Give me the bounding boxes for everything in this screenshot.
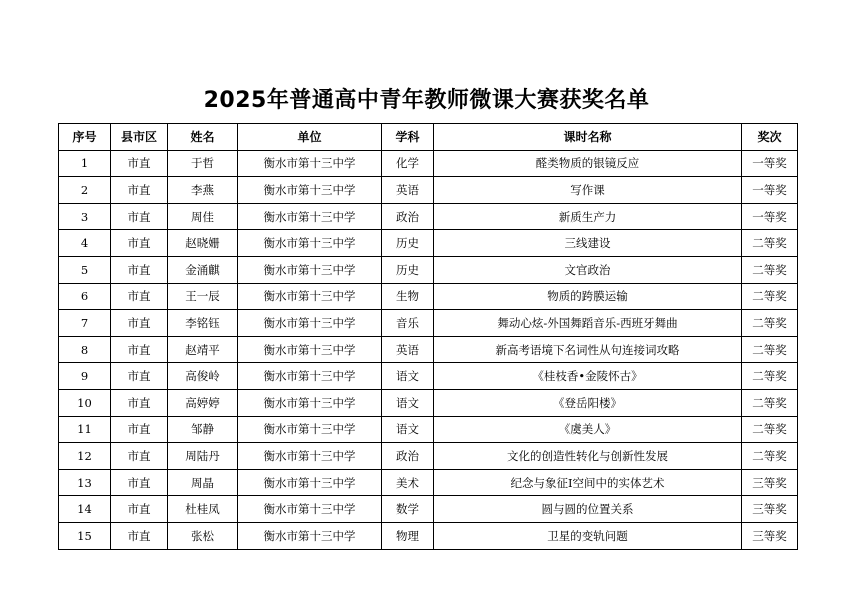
cell-district: 市直	[111, 310, 168, 337]
cell-name: 李燕	[168, 177, 238, 204]
cell-index: 6	[59, 283, 111, 310]
table-row	[59, 256, 798, 283]
header-district: 县市区	[111, 124, 168, 151]
cell-index: 14	[59, 496, 111, 523]
cell-unit: 衡水市第十三中学	[238, 336, 382, 363]
cell-unit: 衡水市第十三中学	[238, 469, 382, 496]
cell-award: 三等奖	[742, 522, 798, 549]
cell-name: 杜桂凤	[168, 496, 238, 523]
cell-unit: 衡水市第十三中学	[238, 522, 382, 549]
cell-unit: 衡水市第十三中学	[238, 496, 382, 523]
cell-unit: 衡水市第十三中学	[238, 283, 382, 310]
cell-index: 2	[59, 177, 111, 204]
cell-index: 3	[59, 203, 111, 230]
cell-district: 市直	[111, 363, 168, 390]
cell-subject: 英语	[382, 177, 434, 204]
cell-lesson-title: 《桂枝香•金陵怀古》	[434, 363, 742, 390]
table-row	[59, 496, 798, 523]
cell-subject: 音乐	[382, 310, 434, 337]
cell-index: 8	[59, 336, 111, 363]
cell-index: 9	[59, 363, 111, 390]
cell-index: 13	[59, 469, 111, 496]
cell-index: 5	[59, 256, 111, 283]
cell-subject: 历史	[382, 256, 434, 283]
cell-district: 市直	[111, 256, 168, 283]
table-row	[59, 443, 798, 470]
header-subject: 学科	[382, 124, 434, 151]
header-name: 姓名	[168, 124, 238, 151]
award-list-table	[58, 123, 798, 550]
table-row	[59, 522, 798, 549]
cell-name: 邹静	[168, 416, 238, 443]
cell-subject: 化学	[382, 150, 434, 177]
cell-lesson-title: 《登岳阳楼》	[434, 389, 742, 416]
cell-name: 张松	[168, 522, 238, 549]
cell-index: 12	[59, 443, 111, 470]
cell-award: 二等奖	[742, 256, 798, 283]
cell-name: 王一辰	[168, 283, 238, 310]
cell-name: 高俊岭	[168, 363, 238, 390]
cell-index: 10	[59, 389, 111, 416]
cell-unit: 衡水市第十三中学	[238, 310, 382, 337]
cell-lesson-title: 卫星的变轨问题	[434, 522, 742, 549]
header-unit: 单位	[238, 124, 382, 151]
cell-unit: 衡水市第十三中学	[238, 177, 382, 204]
table-row	[59, 416, 798, 443]
cell-name: 李铭钰	[168, 310, 238, 337]
cell-subject: 语文	[382, 389, 434, 416]
cell-lesson-title: 新高考语境下名词性从句连接词攻略	[434, 336, 742, 363]
cell-lesson-title: 《虞美人》	[434, 416, 742, 443]
cell-unit: 衡水市第十三中学	[238, 443, 382, 470]
cell-award: 二等奖	[742, 363, 798, 390]
cell-district: 市直	[111, 203, 168, 230]
cell-award: 二等奖	[742, 336, 798, 363]
cell-district: 市直	[111, 496, 168, 523]
cell-district: 市直	[111, 336, 168, 363]
cell-unit: 衡水市第十三中学	[238, 416, 382, 443]
cell-award: 二等奖	[742, 283, 798, 310]
cell-name: 于哲	[168, 150, 238, 177]
cell-award: 二等奖	[742, 443, 798, 470]
cell-index: 7	[59, 310, 111, 337]
header-index: 序号	[59, 124, 111, 151]
cell-award: 二等奖	[742, 310, 798, 337]
header-lesson-title: 课时名称	[434, 124, 742, 151]
cell-district: 市直	[111, 416, 168, 443]
cell-lesson-title: 物质的跨膜运输	[434, 283, 742, 310]
cell-award: 一等奖	[742, 203, 798, 230]
cell-district: 市直	[111, 469, 168, 496]
cell-award: 一等奖	[742, 177, 798, 204]
cell-unit: 衡水市第十三中学	[238, 230, 382, 257]
cell-name: 周晶	[168, 469, 238, 496]
table-row	[59, 230, 798, 257]
cell-name: 周陆丹	[168, 443, 238, 470]
cell-lesson-title: 文官政治	[434, 256, 742, 283]
page-title: 2025年普通高中青年教师微课大赛获奖名单	[203, 88, 650, 113]
table-row	[59, 310, 798, 337]
table-row	[59, 469, 798, 496]
cell-unit: 衡水市第十三中学	[238, 150, 382, 177]
cell-unit: 衡水市第十三中学	[238, 203, 382, 230]
cell-lesson-title: 纪念与象征Ⅰ空间中的实体艺术	[434, 469, 742, 496]
cell-award: 二等奖	[742, 230, 798, 257]
cell-district: 市直	[111, 283, 168, 310]
cell-subject: 美术	[382, 469, 434, 496]
cell-award: 二等奖	[742, 389, 798, 416]
cell-district: 市直	[111, 230, 168, 257]
cell-index: 15	[59, 522, 111, 549]
cell-name: 赵晓姗	[168, 230, 238, 257]
cell-name: 周佳	[168, 203, 238, 230]
cell-subject: 英语	[382, 336, 434, 363]
table-row	[59, 150, 798, 177]
cell-lesson-title: 醛类物质的银镜反应	[434, 150, 742, 177]
table-row	[59, 283, 798, 310]
cell-index: 11	[59, 416, 111, 443]
cell-subject: 语文	[382, 416, 434, 443]
cell-subject: 历史	[382, 230, 434, 257]
cell-award: 三等奖	[742, 469, 798, 496]
cell-unit: 衡水市第十三中学	[238, 363, 382, 390]
table-row	[59, 389, 798, 416]
cell-unit: 衡水市第十三中学	[238, 389, 382, 416]
cell-lesson-title: 文化的创造性转化与创新性发展	[434, 443, 742, 470]
cell-subject: 语文	[382, 363, 434, 390]
table-row	[59, 203, 798, 230]
table-row	[59, 336, 798, 363]
cell-district: 市直	[111, 177, 168, 204]
table-header-row	[59, 124, 798, 151]
cell-district: 市直	[111, 389, 168, 416]
cell-lesson-title: 圆与圆的位置关系	[434, 496, 742, 523]
cell-district: 市直	[111, 150, 168, 177]
cell-unit: 衡水市第十三中学	[238, 256, 382, 283]
cell-award: 一等奖	[742, 150, 798, 177]
cell-name: 金涌麒	[168, 256, 238, 283]
header-award: 奖次	[742, 124, 798, 151]
cell-lesson-title: 写作课	[434, 177, 742, 204]
cell-lesson-title: 新质生产力	[434, 203, 742, 230]
cell-subject: 政治	[382, 443, 434, 470]
cell-index: 4	[59, 230, 111, 257]
table-row	[59, 363, 798, 390]
cell-lesson-title: 舞动心炫-外国舞蹈音乐-西班牙舞曲	[434, 310, 742, 337]
cell-name: 高婷婷	[168, 389, 238, 416]
cell-index: 1	[59, 150, 111, 177]
cell-award: 三等奖	[742, 496, 798, 523]
table-row	[59, 177, 798, 204]
cell-subject: 数学	[382, 496, 434, 523]
cell-subject: 物理	[382, 522, 434, 549]
cell-name: 赵靖平	[168, 336, 238, 363]
cell-district: 市直	[111, 522, 168, 549]
cell-subject: 生物	[382, 283, 434, 310]
cell-award: 二等奖	[742, 416, 798, 443]
cell-subject: 政治	[382, 203, 434, 230]
cell-lesson-title: 三线建设	[434, 230, 742, 257]
cell-district: 市直	[111, 443, 168, 470]
